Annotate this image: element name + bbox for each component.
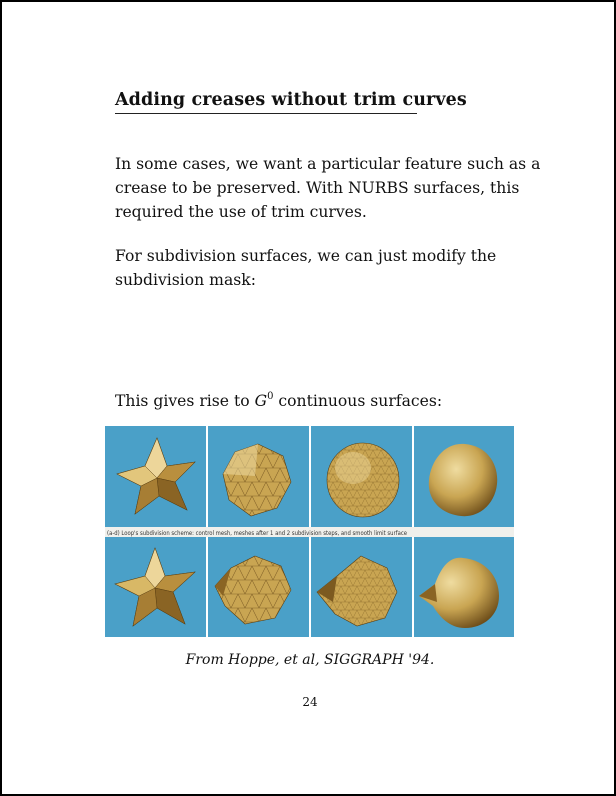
paragraph-subdivision-mask bbox=[115, 244, 515, 292]
paragraph-line: For subdivision surfaces, we can just modify the bbox=[115, 247, 497, 265]
sentence-end: continuous surfaces: bbox=[273, 392, 443, 410]
paragraph-continuous-surfaces bbox=[115, 385, 515, 413]
subdivided-mesh-shape bbox=[327, 443, 399, 517]
math-symbol-g: G bbox=[254, 392, 268, 410]
paragraph-trim-curves bbox=[115, 152, 541, 224]
subdivision-figure bbox=[105, 426, 514, 637]
figure-image bbox=[105, 426, 514, 637]
paragraph-line: required the use of trim curves. bbox=[115, 203, 367, 221]
figure-caption: From Hoppe, et al, SIGGRAPH '94. bbox=[185, 652, 435, 668]
paragraph-line: crease to be preserved. With NURBS surfaces, this bbox=[115, 179, 520, 197]
page-number: 24 bbox=[302, 695, 318, 709]
strip-caption: (a-d) Loop's subdivision scheme: control mesh, meshes after 1 and 2 subdivision steps, and smooth limit surface bbox=[107, 530, 408, 537]
heading-underline bbox=[115, 113, 417, 114]
paragraph-line: subdivision mask: bbox=[115, 271, 256, 289]
math-superscript: 0 bbox=[267, 391, 274, 402]
paragraph-line: In some cases, we want a particular feature such as a bbox=[115, 155, 541, 173]
sentence-start: This gives rise to bbox=[115, 392, 255, 410]
slide-heading: Adding creases without trim curves bbox=[115, 90, 467, 110]
